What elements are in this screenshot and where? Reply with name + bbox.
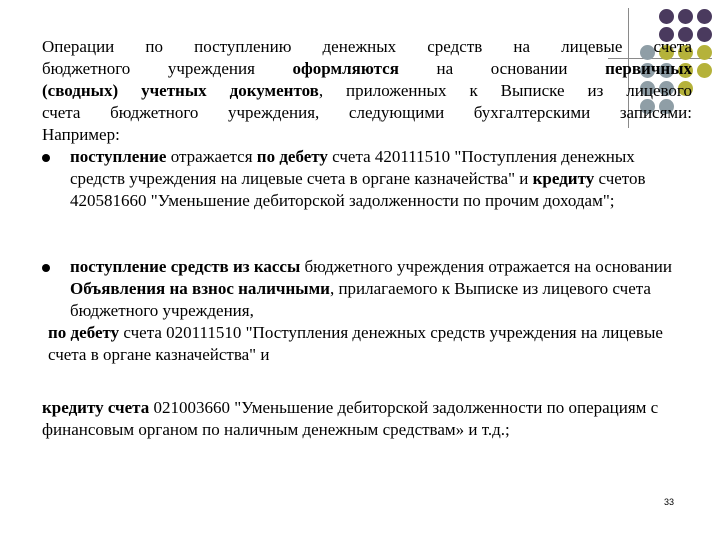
list-item [42,146,690,212]
bold-text: Объявления на взнос наличными [70,279,330,298]
page-number: 33 [664,497,675,507]
text: 021003660 "Уменьшение дебиторской задолженности по операциям с финансовым органом по наличным денежным средствам» и т.д.; [42,398,659,439]
bold-text: по дебету [256,147,328,166]
purple-dot [697,27,712,42]
spacer [42,234,692,256]
text: , прилагаемого к Выписке из лицевого счета бюджетного учреждения, [70,279,651,320]
intro-text: на основании [398,59,606,78]
bold-text: кредиту [532,169,595,188]
intro-line-4: счета бюджетного учреждения, следующими бухгалтерскими записями: [42,103,692,122]
bold-text: поступление [70,147,167,166]
intro-bold-primary: первичных [605,59,692,78]
spacer [42,388,692,397]
text: отражается [166,147,257,166]
intro-text: , приложенных к Выписке из лицевого [318,81,692,100]
text: счета 420111510 "Поступления денежных средств учреждения на лицевые счета в органе казначейства" и [70,147,635,188]
purple-dot [678,9,693,24]
intro-line-1: Операции по поступлению денежных средств на лицевые счета [42,37,692,56]
text: счета 020111510 "Поступления денежных средств учреждения на лицевые счета в органе казначейства" и [48,323,663,364]
olive-dot [697,63,712,78]
spacer [42,212,692,234]
slide-body [42,36,692,441]
bold-text: кредиту счета [42,398,150,417]
purple-dot [659,9,674,24]
credit-paragraph [42,397,662,441]
debit-paragraph [42,322,684,366]
example-label: Например: [42,125,120,144]
intro-bold-formed: оформляются [292,59,399,78]
intro-paragraph [42,36,692,124]
list-item [42,256,690,322]
olive-dot [697,45,712,60]
bullet-icon [42,154,50,162]
bullet-icon [42,264,50,272]
text: счетов 420581660 "Уменьшение дебиторской задолженности по прочим доходам"; [70,169,646,210]
bold-text: по дебету [48,323,120,342]
bold-text: поступление средств из кассы [70,257,301,276]
purple-dot [697,9,712,24]
text: бюджетного учреждения отражается на основании [300,257,672,276]
spacer [42,366,692,388]
intro-bold-documents: (сводных) учетных документов [42,81,319,100]
intro-text: бюджетного учреждения [42,59,293,78]
